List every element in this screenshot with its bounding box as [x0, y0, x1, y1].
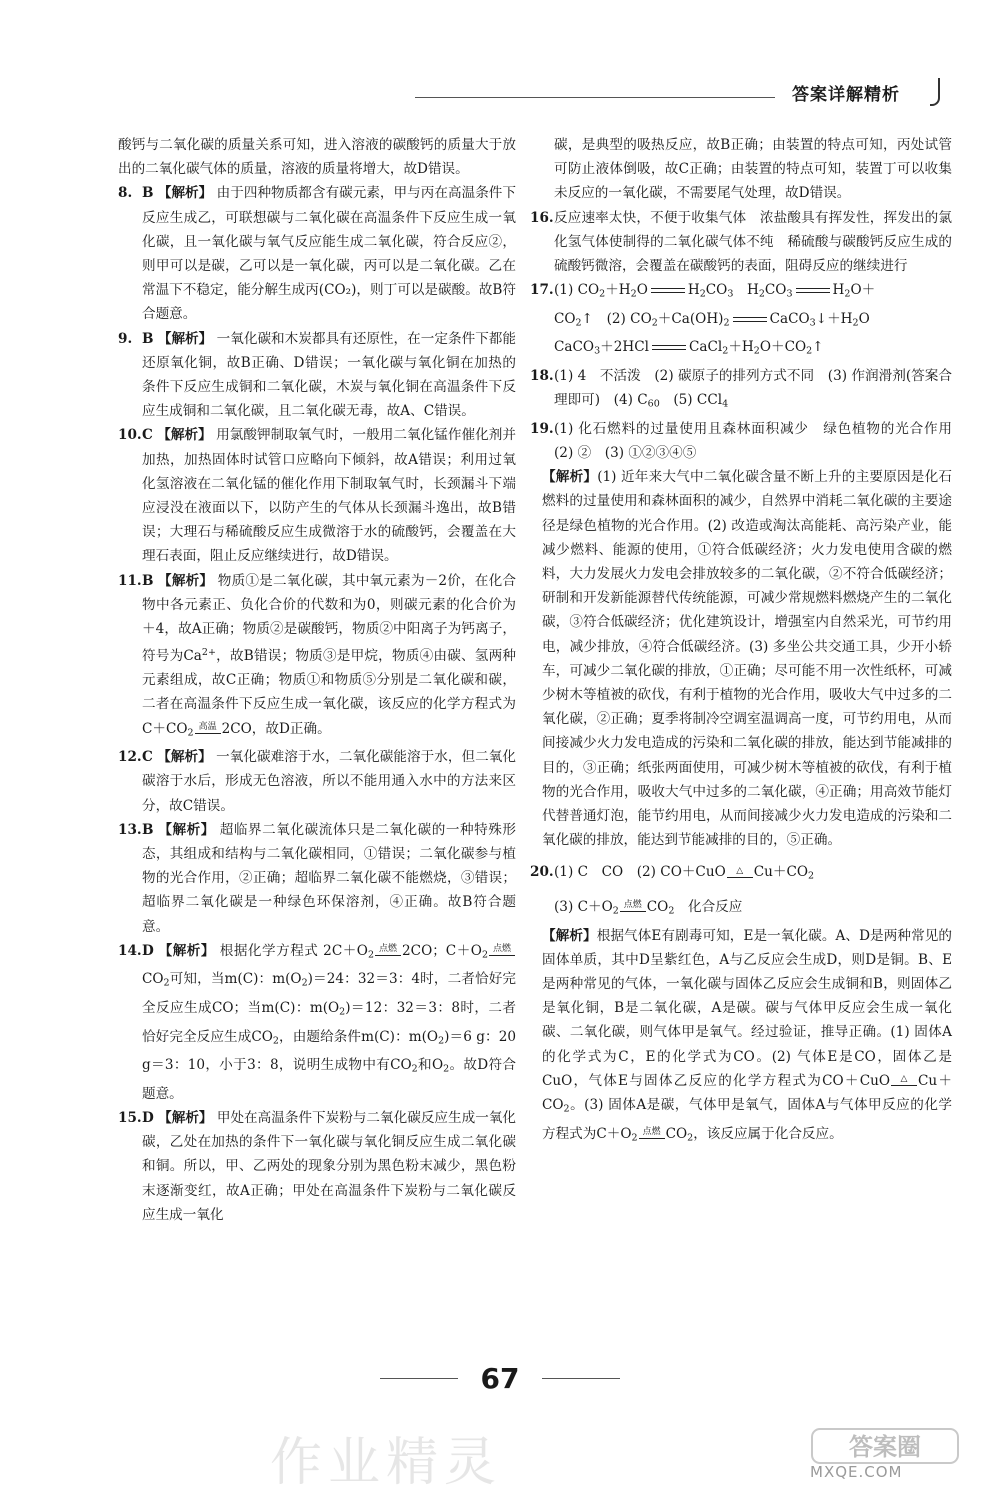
analysis-tag: 【解析】	[157, 749, 212, 766]
watermark: 作业精灵	[270, 1433, 503, 1493]
answer-letter: D	[142, 942, 154, 959]
question-number: 14.	[118, 942, 142, 959]
analysis-text: 超临界二氧化碳流体只是二氧化碳的一种特殊形态，其组成和结构与二氧化碳相同，①错误；二氧化碳参与植物的光合作用，②正确；超临界二氧化碳不能燃烧，③错误；超临界二氧化碳是一种绿色环保溶剂，④正确。故B符合题意。	[142, 821, 517, 935]
analysis-text: )＝6 g：20 g＝3：10，小于3：8，说明生成物中有CO	[142, 1028, 516, 1074]
question-number: 18.	[530, 367, 554, 384]
question-18	[530, 364, 952, 417]
question-13	[118, 818, 516, 939]
equations: (1) $CO_2+H_2O$ $H_2CO_3$ $H_2CO_3$ $H_2O+$ $CO_2↑$ (2) $CO_2+Ca(OH)_2$ $CaCO_3↓+H_2O$ CaCO$_3$＋2HCl $CaCl_2+H_2O+CO_2↑$	[554, 282, 876, 357]
answer-text-20-3: (3) $C+O_2$ 点燃 $CO_2$ 化合反应	[554, 898, 743, 917]
analysis-tag: 【解析】	[542, 469, 598, 486]
page-number-rule-left	[380, 1378, 458, 1379]
analysis-text: 可知，当m(C)：m(O	[169, 971, 302, 988]
right-column	[530, 133, 966, 1150]
page-number: 67	[480, 1362, 520, 1395]
right-continuation: 碳，是典型的吸热反应，故B正确；由装置的特点可知，丙处试管可防止液体倒吸，故C正确；由装置的特点可知，装置丁可以收集未反应的一氧化碳，不需要尾气处理，故D错误。	[554, 137, 952, 202]
question-16	[530, 206, 952, 279]
question-number: 13.	[118, 821, 142, 838]
analysis-tag: 【解析】	[542, 927, 597, 944]
analysis-text: 甲处在高温条件下炭粉与二氧化碳反应生成一氧化碳，乙处在加热的条件下一氧化碳与氧化铜反应生成二氧化碳和铜。所以，甲、乙两处的现象分别为黑色粉末减少，黑色粉末逐渐变红，故A正确；甲处在高温条件下炭粉与二氧化碳反应生成一氧化	[142, 1109, 517, 1223]
analysis-text: 根据化学方程式 2C＋O	[219, 942, 368, 959]
answer-text: (1) 化石燃料的过量使用且森林面积减少 绿色植物的光合作用 (2) ② (3) ①②③④⑤	[554, 420, 966, 461]
analysis-text: )＝12：32＝3：8时，二者恰好完全反应生成CO	[142, 999, 516, 1045]
question-14: 14. D 【解析】 根据化学方程式 $2C+O_2$ 点燃 2CO；$C+O_2$ 点燃 $CO_2$可知，当m(C)：$m(O_2)=24$：32＝3：4时，二者恰好完全反应生成CO；当m(C)：$m(O_2)=12$：32＝3：8时，二者恰好完全反应生成$CO_2$，由题给条件m(C)：$m(O_2)=6$ g：20 g＝3：10，小于3：8，说明生成物中有$CO_2$和$O_2$。故D符合题意。	[118, 939, 516, 1106]
question-20	[530, 860, 952, 889]
answer-letter: B	[142, 185, 154, 202]
question-8	[118, 181, 516, 326]
left-column	[118, 133, 516, 1227]
answer-letter: D	[142, 1109, 154, 1126]
question-12	[118, 745, 516, 818]
analysis-text: (1) 近年来大气中二氧化碳含量不断上升的主要原因是化石燃料的过量使用和森林面积的减少，自然界中消耗二氧化碳的主要途径是绿色植物的光合作用。(2) 改造或淘汰高能耗、高污染产业，能减少燃料、能源的使用，①符合低碳经济；火力发电使用含碳的燃料，大力发展火力发电会排放较多的二氧化碳，②不符合低碳经济；研制和开发新能源替代传统能源，可减少常规燃料燃烧产生的二氧化碳，③符合低碳经济；优化建筑设计，增强室内自然采光，可节约用电，减少排放，④符合低碳经济。(3) 多坐公共交通工具，少开小轿车，可减少二氧化碳的排放，①正确；尽可能不用一次性纸杯，可减少树木等植被的砍伐，有利于植物的光合作用，吸收大气中过多的二氧化碳，②正确；夏季将制冷空调室温调高一度，可节约用电，从而间接减少火力发电造成的污染和二氧化碳的排放，能达到节能减排的目的，③正确；纸张两面使用，可减少树木等植被的砍伐，有利于植物的光合作用，吸收大气中过多的二氧化碳，④正确；用高效节能灯代替普通灯泡，能节约用电，从而间接减少火力发电造成的污染和二氧化碳的排放，能达到节能减排的目的，⑤正确。	[542, 469, 952, 849]
question-10	[118, 423, 516, 568]
answer-letter: C	[142, 749, 153, 766]
header-rule	[415, 97, 775, 98]
answer-letter: C	[142, 427, 153, 444]
answer-text: 反应速率太快，不便于收集气体 浓盐酸具有挥发性，挥发出的氯化氢气体使制得的二氧化碳气体不纯 稀硫酸与碳酸钙反应生成的硫酸钙微溶，会覆盖在碳酸钙的表面，阻碍反应的继续进行	[554, 209, 952, 275]
reaction-condition: 高温	[195, 722, 221, 736]
analysis-text: 和O	[417, 1057, 444, 1074]
analysis-text: 2CO，故D正确。	[221, 720, 331, 737]
analysis-text: )＝24：32＝3：4时，二者恰好完全反应生成CO；当m(C)：m(O	[142, 971, 516, 1016]
question-number: 19.	[530, 420, 554, 437]
analysis-text: 由于四种物质都含有碳元素，甲与丙在高温条件下反应生成乙，可联想碳与二氧化碳在高温条件下反应生成一氧化碳，且一氧化碳与氧气反应能生成二氧化碳，符合反应②，则甲可以是碳，乙可以是一氧化碳，丙可以是二氧化碳。乙在常温下不稳定，能分解生成丙(CO₂)，则丁可以是碳酸。故B符合题意。	[142, 185, 517, 323]
answer-letter: B	[142, 330, 154, 347]
header-title: 答案详解精析	[792, 85, 900, 105]
answer-text: (1) 4 不活泼 (2) 碳原子的排列方式不同 (3) 作润滑剂(答案合理即可) (4) $C_{60}$ (5) CCl$_4$	[554, 367, 952, 410]
question-number: 16.	[530, 209, 554, 226]
logo-url: MXQE.COM	[810, 1463, 903, 1481]
answer-text: (1) C CO (2) CO＋CuO △ $Cu+CO_2$	[554, 864, 815, 882]
analysis-text: CO	[142, 971, 164, 988]
left-continuation: 酸钙与二氧化碳的质量关系可知，进入溶液的碳酸钙的质量大于放出的二氧化碳气体的质量，溶液的质量将增大，故D错误。	[118, 137, 516, 178]
analysis-tag: 【解析】	[158, 1109, 213, 1126]
svg-text:答案圈: 答案圈	[849, 1433, 921, 1461]
analysis-tag: 【解析】	[157, 427, 212, 444]
question-9	[118, 327, 516, 424]
question-number: 15.	[118, 1109, 142, 1126]
question-17	[530, 278, 952, 364]
question-number: 20.	[530, 864, 554, 881]
analysis-tag: 【解析】	[157, 185, 213, 202]
reaction-condition: 点燃	[375, 944, 401, 958]
answer-letter: B	[142, 572, 154, 589]
reaction-condition: 点燃	[489, 944, 515, 958]
analysis-paragraph-19	[530, 465, 952, 852]
analysis-text: 。故D符合题意。	[142, 1057, 516, 1102]
question-number: 10.	[118, 427, 142, 444]
question-number: 9.	[118, 330, 133, 347]
question-19	[530, 417, 966, 465]
analysis-paragraph-20: 【解析】根据气体E有剧毒可知，E是一氧化碳。A、D是两种常见的固体单质，其中D呈紫红色，A与乙反应会生成D，则D是铜。B、E是两种常见的气体，一氧化碳与固体乙反应会生成铜和B，则固体乙是氧化铜，B是二氧化碳，A是碳。碳与气体甲反应会生成一氧化碳、二氧化碳，则气体甲是氧气。经过验证，推导正确。(1) 固体A的化学式为C，E的化学式为CO。(2) 气体E是CO，固体乙是CuO，气体E与固体乙反应的化学方程式为CO＋CuO △ $Cu+CO_2$。(3) 固体A是碳，气体甲是氧气，固体A与气体甲反应的化学方程式为$C+O_2$ 点燃 $CO_2$，该反应属于化合反应。	[542, 927, 953, 1143]
question-11: 11. B 【解析】 物质①是二氧化碳，其中氧元素为－2价，在化合物中各元素正、负化合价的代数和为0，则碳元素的化合价为＋4，故A正确；物质②是碳酸钙，物质②中阳离子为钙离子，符号为$Ca^{2+}$，故B错误；物质③是甲烷，物质④由碳、氢两种元素组成，故C正确；物质①和物质⑤分别是二氧化碳和碳，二者在高温条件下反应生成一氧化碳，该反应的化学方程式为$C+CO_2$ 高温 2CO，故D正确。	[118, 569, 516, 746]
analysis-text: 用氯酸钾制取氧气时，一般用二氧化锰作催化剂并加热，加热固体时试管口应略向下倾斜，故A错误；利用过氧化氢溶液在二氧化锰的催化作用下制取氧气时，长颈漏斗下端应浸没在液面以下，以防产生的气体从长颈漏斗逸出，故B错误；大理石与稀硫酸反应生成微溶于水的硫酸钙，会覆盖在大理石表面，阻止反应继续进行，故D错误。	[142, 427, 517, 565]
question-number: 11.	[118, 572, 142, 589]
analysis-tag: 【解析】	[158, 821, 215, 838]
question-number: 17.	[530, 282, 554, 299]
answer-letter: B	[142, 821, 154, 838]
analysis-text: 一氧化碳和木炭都具有还原性，在一定条件下都能还原氧化铜，故B正确、D错误；一氧化碳与氧化铜在加热的条件下反应生成铜和二氧化碳，木炭与氧化铜在高温条件下反应生成铜和二氧化碳，且二氧化碳无毒，故A、C错误。	[142, 330, 517, 420]
analysis-text: 2CO；C＋O	[402, 942, 482, 959]
analysis-text: ，故B错误；物质③是甲烷，物质④由碳、氢两种元素组成，故C正确；物质①和物质⑤分别是二氧化碳和碳，二者在高温条件下反应生成一氧化碳，该反应的化学方程式为C＋CO	[142, 648, 516, 737]
ion-charge: 2+	[201, 647, 216, 659]
analysis-tag: 【解析】	[157, 330, 213, 347]
analysis-tag: 【解析】	[158, 942, 215, 959]
question-15	[118, 1106, 516, 1227]
analysis-text: ，由题给条件m(C)：m(O	[278, 1028, 439, 1045]
answer-circle-logo	[810, 1425, 960, 1465]
header-bracket	[930, 78, 940, 106]
analysis-text: 一氧化碳难溶于水，二氧化碳能溶于水，但二氧化碳溶于水后，形成无色溶液，所以不能用通入水中的方法来区分，故C错误。	[142, 749, 517, 814]
question-number: 12.	[118, 749, 142, 766]
analysis-text: 物质①是二氧化碳，其中氧元素为－2价，在化合物中各元素正、负化合价的代数和为0，则碳元素的化合价为＋4，故A正确；物质②是碳酸钙，物质②中阳离子为钙离子，符号为Ca	[142, 572, 516, 665]
analysis-tag: 【解析】	[158, 572, 214, 589]
page-number-rule-right	[542, 1378, 620, 1379]
question-number: 8.	[118, 185, 133, 202]
